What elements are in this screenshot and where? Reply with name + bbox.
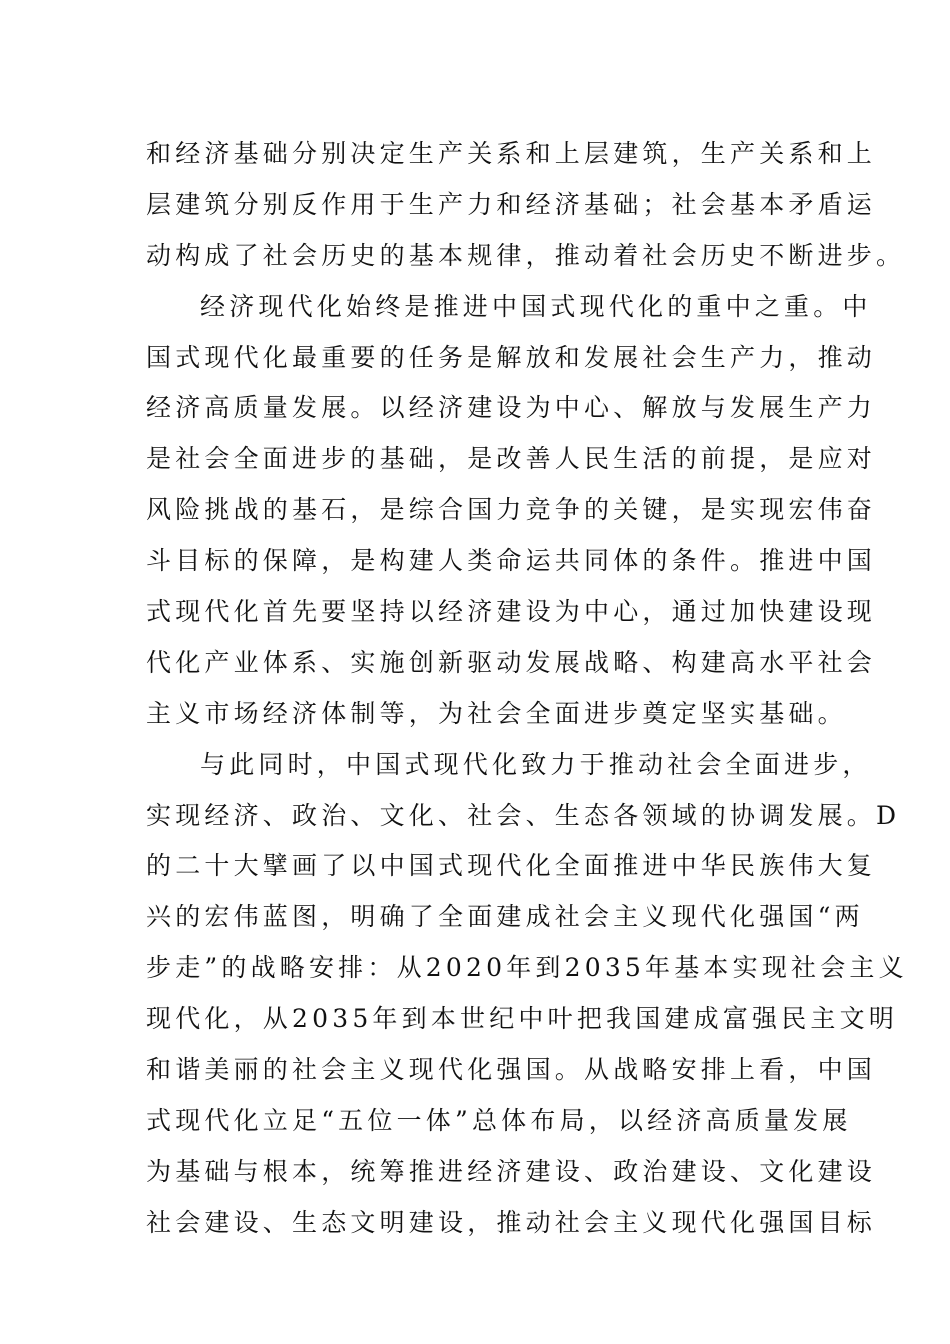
text-line: 动构成了社会历史的基本规律，推动着社会历史不断进步。 (146, 240, 906, 270)
text-line: 现代化，从2035年到本世纪中叶把我国建成富强民主文明 (146, 1004, 899, 1034)
text-line: 代化产业体系、实施创新驱动发展战略、构建高水平社会 (146, 647, 877, 677)
paragraph (146, 740, 908, 1249)
text-line: 国式现代化最重要的任务是解放和发展社会生产力，推动 (146, 342, 877, 372)
text-line: 与此同时，中国式现代化致力于推动社会全面进步， (200, 749, 872, 779)
text-line: 斗目标的保障，是构建人类命运共同体的条件。推进中国 (146, 546, 877, 576)
text-line: 主义市场经济体制等，为社会全面进步奠定坚实基础。 (146, 698, 847, 728)
paragraph (146, 129, 906, 282)
paragraph (146, 282, 877, 740)
text-line: 和经济基础分别决定生产关系和上层建筑，生产关系和上 (146, 139, 877, 168)
text-line: 经济高质量发展。以经济建设为中心、解放与发展生产力 (146, 393, 877, 423)
text-line: 实现经济、政治、文化、社会、生态各领域的协调发展。D (146, 800, 901, 830)
text-line: 为基础与根本，统筹推进经济建设、政治建设、文化建设 (146, 1156, 877, 1186)
text-line: 的二十大擘画了以中国式现代化全面推进中华民族伟大复 (146, 851, 877, 881)
text-line: 和谐美丽的社会主义现代化强国。从战略安排上看，中国 (146, 1055, 877, 1085)
text-line: 经济现代化始终是推进中国式现代化的重中之重。中 (200, 291, 872, 321)
text-line: 兴的宏伟蓝图，明确了全面建成社会主义现代化强国“两 (146, 902, 864, 932)
body-text (146, 129, 908, 1249)
text-line: 式现代化立足“五位一体”总体布局，以经济高质量发展 (146, 1105, 852, 1135)
text-line: 风险挑战的基石，是综合国力竞争的关键，是实现宏伟奋 (146, 495, 877, 525)
text-line: 式现代化首先要坚持以经济建设为中心，通过加快建设现 (146, 597, 877, 627)
text-line: 步走”的战略安排：从2020年到2035年基本实现社会主义 (146, 953, 908, 983)
text-line: 社会建设、生态文明建设，推动社会主义现代化强国目标 (146, 1207, 877, 1237)
text-line: 是社会全面进步的基础，是改善人民生活的前提，是应对 (146, 444, 877, 474)
text-line: 层建筑分别反作用于生产力和经济基础；社会基本矛盾运 (146, 189, 877, 219)
